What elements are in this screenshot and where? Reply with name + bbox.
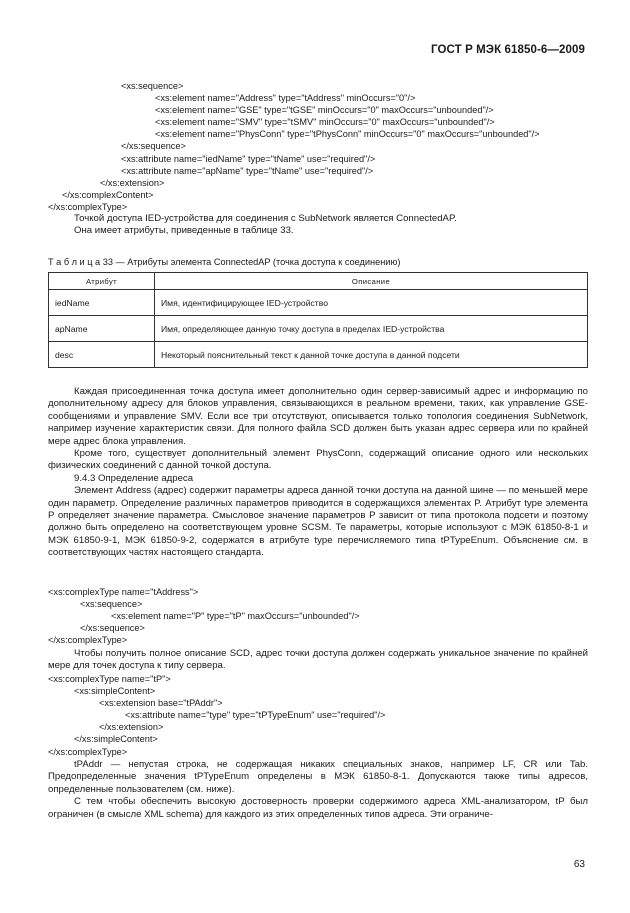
paragraph: С тем чтобы обеспечить высокую достоверность проверки содержимого адреса XML-анализатором, tP был ограничен (в смысле XML schema) для каждого из этих определенных типов адреса. Эти ограниче- — [48, 796, 588, 820]
body-text-middle — [48, 386, 588, 560]
section-heading: 9.4.3 Определение адреса — [74, 472, 194, 484]
code-line: <xs:element name="GSE" type="tGSE" minOccurs="0" maxOccurs="unbounded"/> — [155, 105, 494, 116]
code-line: </xs:extension> — [100, 177, 165, 188]
paragraph: Чтобы получить полное описание SCD, адрес точки доступа должен содержать уникальное значение по крайней мере для точек доступа к типу сервера. — [48, 648, 588, 672]
code-line: </xs:complexType> — [48, 746, 128, 757]
paragraph-intro — [48, 213, 588, 238]
code-line: <xs:sequence> — [80, 599, 143, 610]
attributes-table — [48, 272, 588, 368]
code-block-connectedap — [48, 80, 540, 213]
paragraph: Элемент Address (адрес) содержит параметры адреса данной точки доступа на данной шине — по меньшей мере один параметр. Определение различных параметров приводится в содержащихся элементах P. Атрибут type элемента P определяет значение параметра. Смысловое значение параметров P зависит от типа протокола подсети и поэтому должно быть определено на соответствующем уровне SCSM. Те параметры, которые используют с МЭК 61850-8-1 и МЭК 61850-9-1, МЭК 61850-9-2, содержатся в атрибуте type перечисляемого типа tPTypeEnum. Объяснение см. в соответствующих частях настоящего стандарта. — [48, 485, 588, 559]
table-row — [49, 316, 588, 342]
code-line: <xs:extension base="tPAddr"> — [99, 698, 223, 709]
code-line: <xs:attribute name="apName" type="tName" use="required"/> — [121, 165, 374, 176]
code-line: <xs:element name="P" type="tP" maxOccurs="unbounded"/> — [111, 611, 360, 622]
table-caption: Т а б л и ц а 33 — Атрибуты элемента ConnectedAP (точка доступа к соединению) — [48, 257, 401, 267]
code-block-tp — [48, 673, 385, 758]
column-header-attribute: Атрибут — [49, 273, 155, 290]
code-line: </xs:simpleContent> — [74, 734, 158, 745]
code-line: </xs:complexType> — [48, 635, 128, 646]
page-number: 63 — [573, 859, 585, 870]
document-header: ГОСТ Р МЭК 61850-6—2009 — [431, 44, 585, 56]
attribute-description: Некоторый пояснительный текст к данной точке доступа в данной подсети — [155, 342, 588, 368]
code-line: <xs:element name="SMV" type="tSMV" minOccurs="0" maxOccurs="unbounded"/> — [155, 117, 495, 128]
column-header-description: Описание — [155, 273, 588, 290]
code-line: <xs:simpleContent> — [74, 686, 156, 697]
code-block-taddress — [48, 586, 360, 646]
table-row — [49, 290, 588, 316]
code-line: <xs:element name="Address" type="tAddress" minOccurs="0"/> — [155, 93, 416, 104]
code-line: <xs:attribute name="iedName" type="tName" use="required"/> — [121, 153, 376, 164]
code-line: </xs:sequence> — [121, 141, 186, 152]
attribute-name: apName — [49, 316, 155, 342]
code-line: </xs:sequence> — [80, 623, 145, 634]
code-line: <xs:complexType name="tAddress"> — [48, 587, 199, 597]
paragraph: Каждая присоединенная точка доступа имеет дополнительно один сервер-зависимый адрес и информацию по дополнительному адресу для блоков управления, связывающихся в реальном времени, таких, как управление GSE-сообщениями и управление SMV. Если все три отсутствуют, описывается только топология соединения SubNetwork, например изучение характеристик связи. Для полного файла SCD должен быть указан адрес сервера или по крайней мере адрес блока управления. — [48, 386, 588, 447]
code-line: </xs:complexType> — [48, 201, 128, 212]
paragraph-scd — [48, 648, 588, 673]
code-line: <xs:sequence> — [121, 81, 184, 91]
table-header-row — [49, 273, 588, 290]
attribute-name: iedName — [49, 290, 155, 316]
code-line: <xs:element name="PhysConn" type="tPhysConn" minOccurs="0" maxOccurs="unbounded"/> — [155, 129, 540, 140]
code-line: <xs:complexType name="tP"> — [48, 674, 171, 684]
table-row — [49, 342, 588, 368]
code-line: <xs:attribute name="type" type="tPTypeEnum" use="required"/> — [125, 710, 386, 721]
attribute-description: Имя, определяющее данную точку доступа в пределах IED-устройства — [155, 316, 588, 342]
paragraph-line: Точкой доступа IED-устройства для соединения с SubNetwork является ConnectedAP. — [74, 213, 457, 224]
paragraph: tPAddr — непустая строка, не содержащая никаких специальных знаков, например LF, CR или Tab. Предопределенные значения tPTypeEnum определены в МЭК 61850-8-1. Допускаются также типы адресов, определенные пользователем (см. ниже). — [48, 759, 588, 795]
attribute-description: Имя, идентифицирующее IED-устройство — [155, 290, 588, 316]
body-text-end — [48, 759, 588, 821]
paragraph-line: Она имеет атрибуты, приведенные в таблице 33. — [74, 225, 294, 237]
code-line: </xs:extension> — [99, 722, 164, 733]
code-line: </xs:complexContent> — [62, 189, 154, 200]
attribute-name: desc — [49, 342, 155, 368]
paragraph: Кроме того, существует дополнительный элемент PhysConn, содержащий описание одного или нескольких физических соединений с данной точкой доступа. — [48, 448, 588, 472]
